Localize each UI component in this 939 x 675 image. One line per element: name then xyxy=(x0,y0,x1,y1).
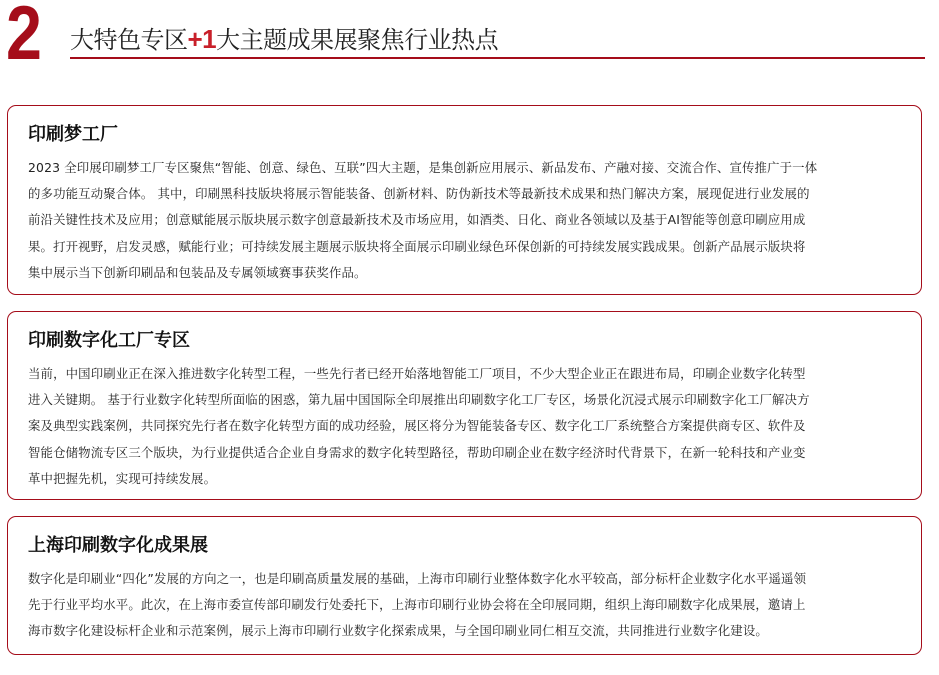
title-plus: +1 xyxy=(187,24,217,54)
paragraph-line: 案及典型实践案例，共同探究先行者在数字化转型方面的成功经验，展区将分为智能装备专区、数字化工厂系统整合方案提供商专区、软件及 xyxy=(28,418,806,434)
paragraph-line: 数字化是印刷业“四化”发展的方向之一，也是印刷高质量发展的基础，上海市印刷行业整体数字化水平较高，部分标杆企业数字化水平遥遥领 xyxy=(28,571,807,586)
paragraph-line: 革中把握先机，实现可持续发展。 xyxy=(28,470,217,486)
section-title: 印刷数字化工厂专区 xyxy=(28,330,190,351)
paragraph-line: 进入关键期。 基于行业数字化转型所面临的困惑，第九届中国国际全印展推出印刷数字化工厂专区，场景化沉浸式展示印刷数字化工厂解决方 xyxy=(28,392,810,408)
paragraph-line: 前沿关键性技术及应用；创意赋能展示版块展示数字创意最新技术及市场应用，如酒类、日化、商业各领域以及基于AI智能等创意印刷应用成 xyxy=(28,212,806,228)
paragraph-line: 2023 全印展印刷梦工厂专区聚焦“智能、创意、绿色、互联”四大主题，是集创新应用展示、新品发布、产融对接、交流合作、宣传推广于一体 xyxy=(28,160,818,175)
header-divider xyxy=(70,57,925,59)
paragraph-line: 智能仓储物流专区三个版块，为行业提供适合企业自身需求的数字化转型路径，帮助印刷企业在数字经济时代背景下，在新一轮科技和产业变 xyxy=(28,444,806,460)
section-number: 2 xyxy=(6,0,42,76)
paragraph-line: 集中展示当下创新印刷品和包装品及专属领域赛事获奖作品。 xyxy=(28,264,367,280)
title-pre: 大特色专区 xyxy=(70,26,188,54)
card-dream-factory xyxy=(7,105,922,295)
page-title xyxy=(70,20,498,55)
paragraph-line: 当前，中国印刷业正在深入推进数字化转型工程，一些先行者已经开始落地智能工厂项目，不少大型企业正在跟进布局，印刷企业数字化转型 xyxy=(28,366,806,381)
paragraph-line: 的多功能互动聚合体。 其中，印刷黑科技版块将展示智能装备、创新材料、防伪新技术等最新技术成果和热门解决方案，展现促进行业发展的 xyxy=(28,186,810,202)
paragraph-line: 海市数字化建设标杆企业和示范案例，展示上海市印刷行业数字化探索成果，与全国印刷业同仁相互交流，共同推进行业数字化建设。 xyxy=(28,623,768,639)
card-shanghai-exhibition xyxy=(7,516,922,655)
title-post: 大主题成果展聚焦行业热点 xyxy=(216,26,499,54)
section-title: 印刷梦工厂 xyxy=(28,124,118,145)
card-digital-factory xyxy=(7,311,922,500)
paragraph-line: 果。打开视野，启发灵感，赋能行业；可持续发展主题展示版块将全面展示印刷业绿色环保创新的可持续发展实践成果。创新产品展示版块将 xyxy=(28,238,806,254)
section-title: 上海印刷数字化成果展 xyxy=(28,535,208,556)
paragraph-line: 先于行业平均水平。此次，在上海市委宣传部印刷发行处委托下，上海市印刷行业协会将在全印展同期，组织上海印刷数字化成果展，邀请上 xyxy=(28,597,806,613)
